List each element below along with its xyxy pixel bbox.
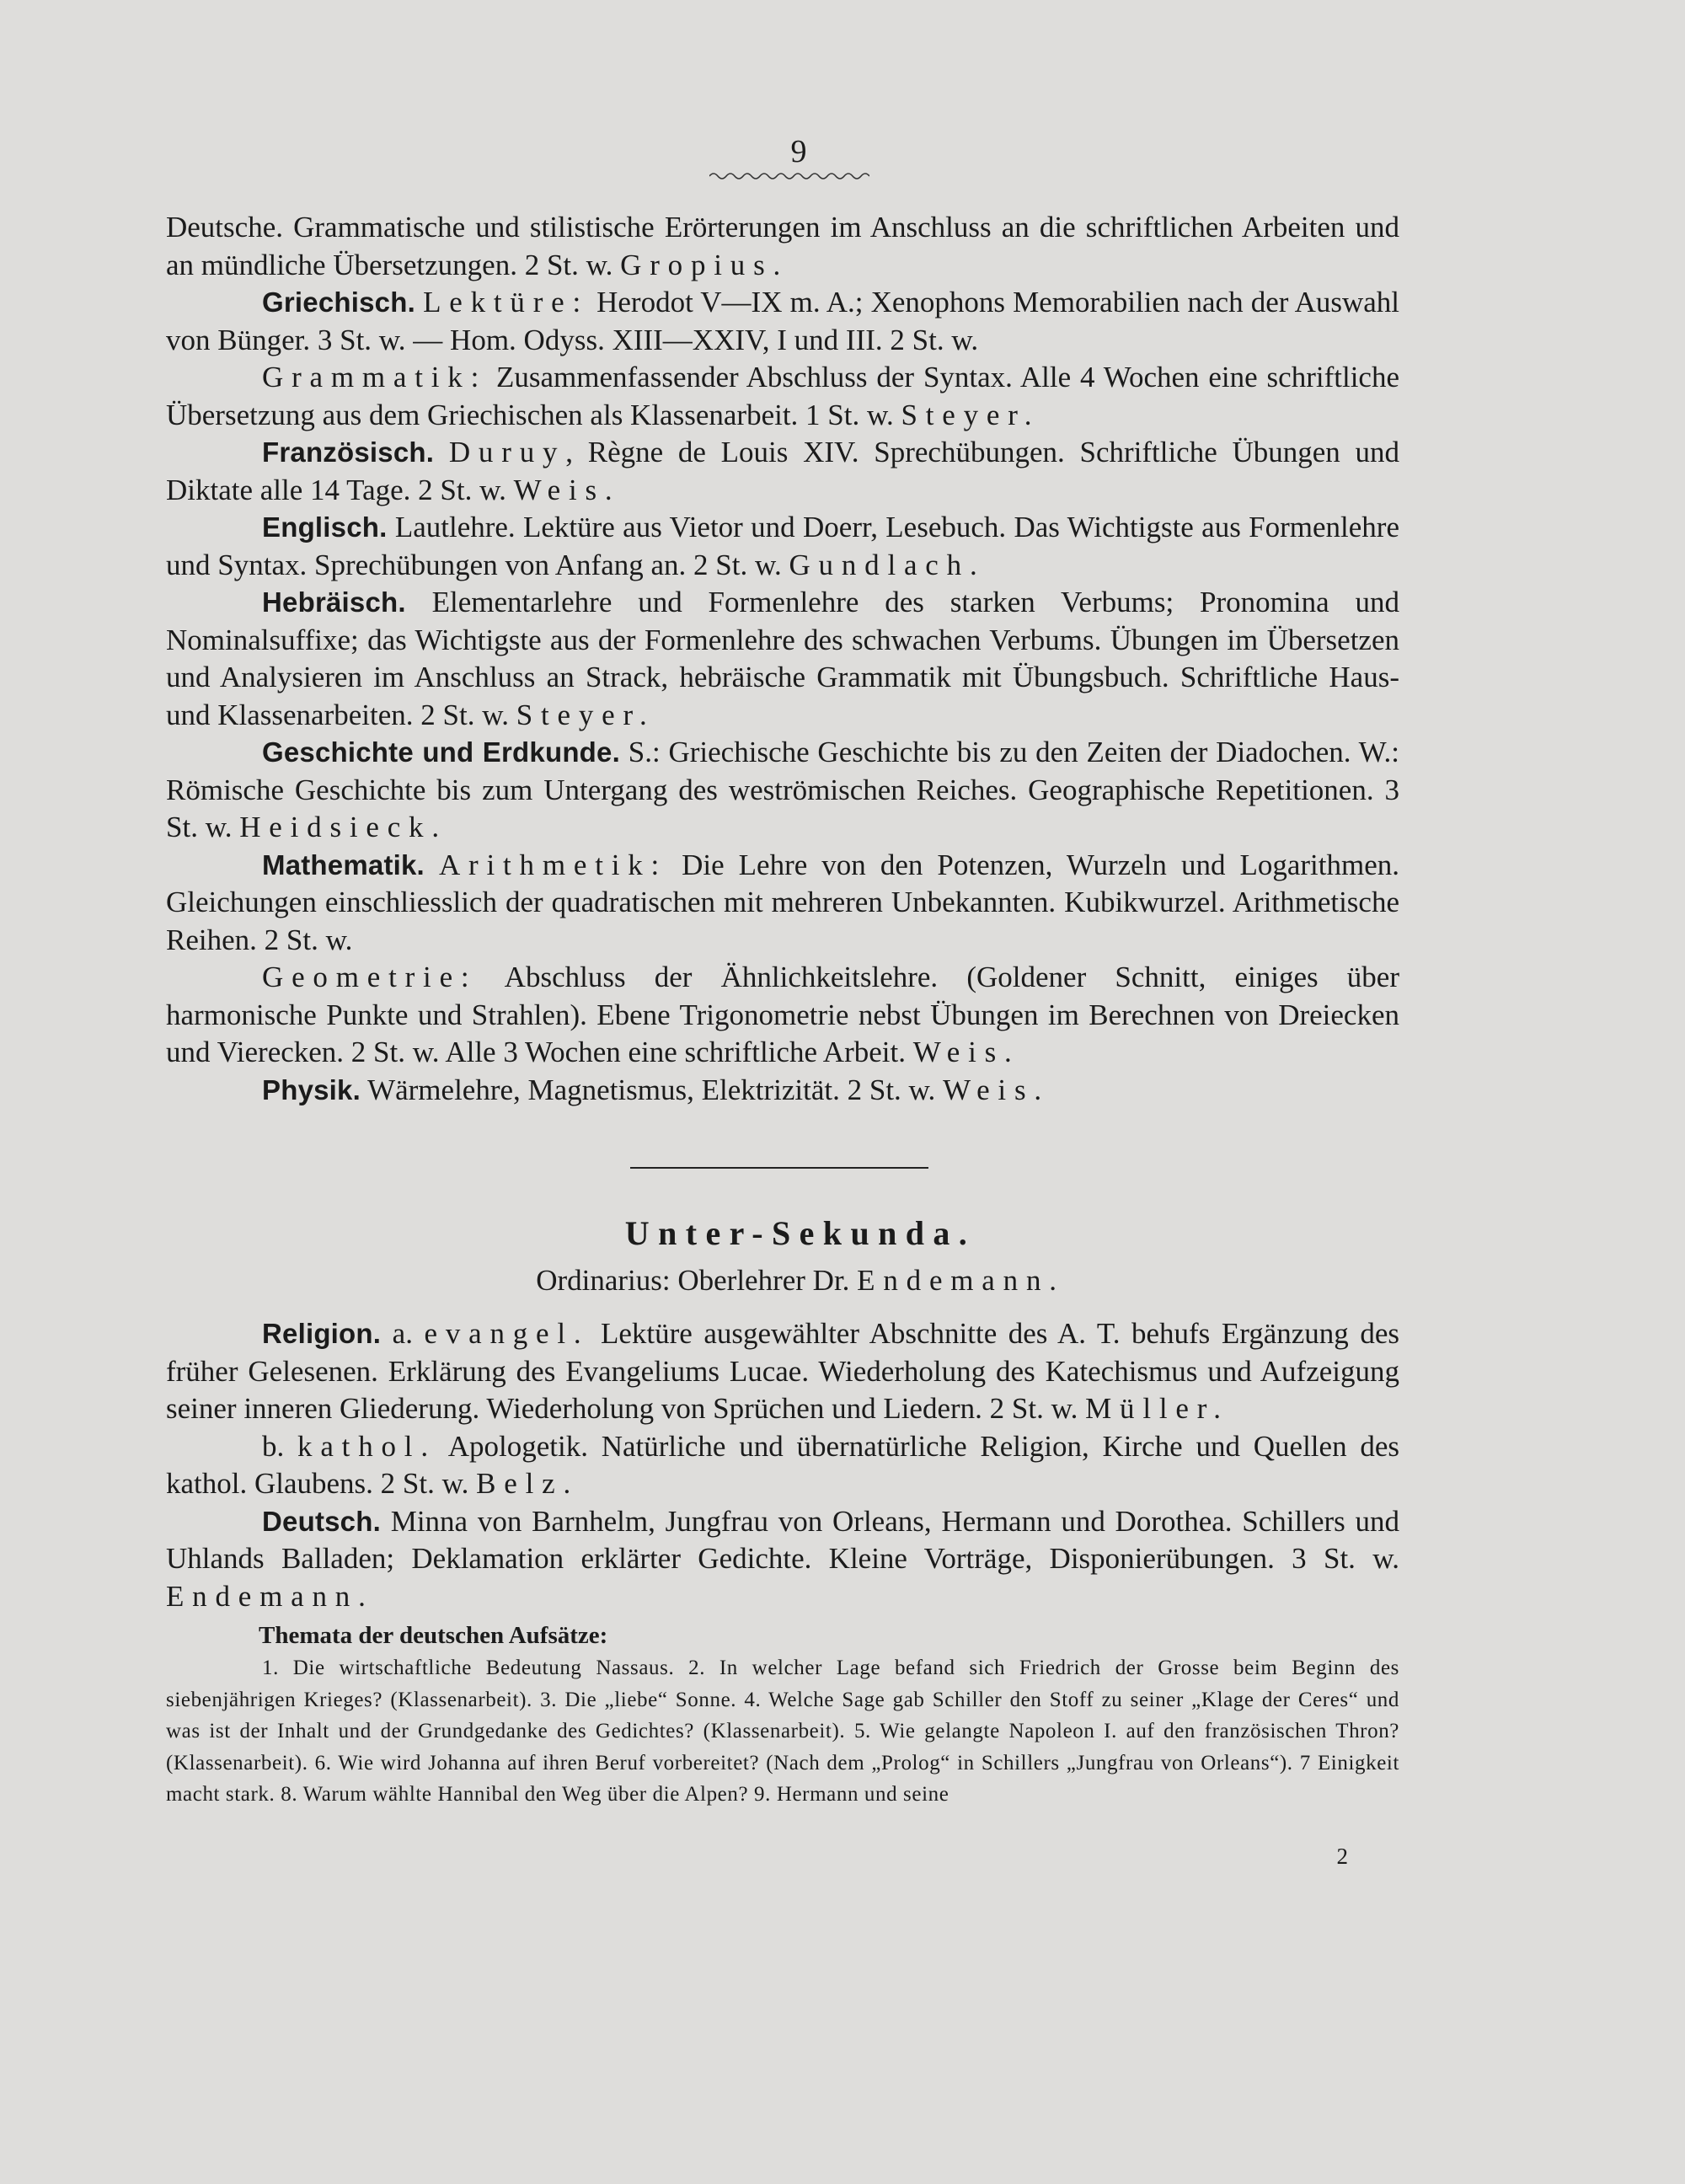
franzoesisch-paragraph <box>166 434 1399 509</box>
geschichte-text: S.: Griechische Geschichte bis zu den Zeiten der Diadochen. W.: Römische Geschichte bis zum Untergang des weströmischen Reiches. Geographische Repetitionen. 3 St. w. <box>166 736 1399 843</box>
geometrie-label: Geometrie: <box>262 961 478 993</box>
griechisch-grammatik-paragraph <box>166 359 1399 434</box>
mathematik-text-2: Abschluss der Ähnlichkeitslehre. (Goldener Schnitt, einiges über harmonische Punkte und Strahlen). Ebene Trigonometrie nebst Übungen im Berechnen von Dreiecken und Vierecken. 2 St. w. Alle 3 Wochen eine schriftliche Arbeit. <box>166 961 1399 1068</box>
griechisch-paragraph <box>166 284 1399 359</box>
religion-a-prefix: a. <box>381 1317 425 1350</box>
franzoesisch-text: , Règne de Louis XIV. Sprechübungen. Schriftliche Übungen und Diktate alle 14 Tage. 2 St. w. <box>166 436 1400 506</box>
hebraeisch-text: Elementarlehre und Formenlehre des starken Verbums; Pronomina und Nominalsuffixe; das Wichtigste aus der Formenlehre des schwachen Verbums. Übungen im Übersetzen und Analysieren im Anschluss an Strack, hebräische Grammatik mit Übungsbuch. Schriftliche Haus- und Klassenarbeiten. 2 St. w. <box>166 586 1399 731</box>
subject-heading-religion: Religion. <box>262 1318 382 1349</box>
subject-heading-mathematik: Mathematik. <box>262 848 425 881</box>
subject-heading-geschichte: Geschichte und Erdkunde. <box>262 736 620 768</box>
arithmetik-label: Arithmetik: <box>438 848 668 881</box>
physik-text: Wärmelehre, Magnetismus, Elektrizität. 2 St. w. <box>360 1073 944 1106</box>
teacher-name: Endemann. <box>166 1579 374 1613</box>
teacher-name: Gropius. <box>620 248 789 281</box>
subject-heading-physik: Physik. <box>262 1073 361 1105</box>
teacher-name: Weis. <box>943 1073 1050 1106</box>
religion-paragraph <box>166 1315 1399 1428</box>
kathol-label: kathol. <box>297 1429 436 1463</box>
teacher-name: Steyer. <box>901 398 1040 431</box>
religion-b-prefix: b. <box>262 1429 298 1463</box>
religion-a-text: Lektüre ausgewählter Abschnitte des A. T. behufs Ergänzung des früher Gelesenen. Erklärung des Evangeliums Lucae. Wiederholung des Katechismus und Aufzeigung seiner inneren Gliederung. Wiederholung von Sprüchen und Liedern. 2 St. w. <box>166 1317 1399 1425</box>
ordinarius-label: Ordinarius: Oberlehrer Dr. <box>536 1264 858 1297</box>
subject-heading-griechisch: Griechisch. <box>262 286 415 318</box>
subject-heading-franzoesisch: Französisch. <box>262 436 435 468</box>
englisch-paragraph <box>166 509 1399 584</box>
subject-heading-hebraeisch: Hebräisch. <box>262 586 406 618</box>
author-name: Duruy <box>448 436 566 468</box>
teacher-name: Steyer. <box>516 698 655 731</box>
mathematik-text-1: Die Lehre von den Potenzen, Wurzeln und Logarithmen. Gleichungen einschliesslich der quadratischen mit mehreren Unbekannten. Kubikwurzel. Arithmetische Reihen. 2 St. w. <box>166 848 1399 956</box>
geschichte-paragraph <box>166 734 1399 847</box>
teacher-name: Weis. <box>912 1036 1020 1068</box>
obersekunda-continuation <box>166 209 1399 1109</box>
decorative-wave-rule <box>709 171 869 181</box>
deutsch-tail-text: Deutsche. Grammatische und stilistische Erörterungen im Anschluss an die schriftlichen Arbeiten und an mündliche Übersetzungen. 2 St. w. <box>166 211 1399 281</box>
lektuere-label: Lektüre: <box>423 286 590 318</box>
deutsch-paragraph <box>166 1503 1399 1616</box>
themata-title: Themata der deutschen Aufsätze: <box>259 1622 608 1649</box>
section-title: Unter-Sekunda. <box>624 1214 976 1252</box>
page-number: 9 <box>790 134 807 169</box>
signature-mark: 2 <box>1336 1844 1348 1869</box>
teacher-name: Müller. <box>1085 1392 1229 1425</box>
teacher-name: Gundlach. <box>789 548 986 581</box>
deutsch-text: Minna von Barnhelm, Jungfrau von Orleans, Hermann und Dorothea. Schillers und Uhlands Balladen; Deklamation erklärter Gedichte. Kleine Vorträge, Disponierübungen. 3 St. w. <box>166 1504 1399 1575</box>
ordinarius-name: Endemann. <box>857 1264 1065 1297</box>
hebraeisch-paragraph <box>166 584 1399 734</box>
religion-b-text: Apologetik. Natürliche und übernatürliche Religion, Kirche und Quellen des kathol. Glaubens. 2 St. w. <box>166 1429 1399 1500</box>
mathematik-paragraph <box>166 847 1399 960</box>
religion-b-paragraph <box>166 1428 1399 1503</box>
themata-list: 1. Die wirtschaftliche Bedeutung Nassaus. 2. In welcher Lage befand sich Friedrich der Grosse beim Beginn des siebenjährigen Krieges? (Klassenarbeit). 3. Die „liebe“ Sonne. 4. Welche Sage gab Schiller den Stoff zu seiner „Klage der Ceres“ und was ist der Inhalt und der Grundgedanke des Gedichtes? (Klassenarbeit). 5. Wie gelangte Napoleon I. auf den französischen Thron? (Klassenarbeit). 6. Wie wird Johanna auf ihren Beruf vorbereitet? (Nach dem „Prolog“ in Schillers „Jungfrau von Orleans“). 7 Einigkeit macht stark. 8. Warum wählte Hannibal den Weg über die Alpen? 9. Hermann und seine <box>166 1657 1399 1807</box>
ordinarius-line <box>421 1264 1180 1298</box>
untersekunda-body <box>166 1315 1399 1811</box>
teacher-name: Weis. <box>513 473 621 506</box>
evangel-label: evangel. <box>424 1317 590 1350</box>
englisch-text: Lautlehre. Lektüre aus Vietor und Doerr, Lesebuch. Das Wichtigste aus Formenlehre und Syntax. Sprechübungen von Anfang an. 2 St. w. <box>166 511 1399 581</box>
teacher-name: Heidsieck. <box>239 811 447 843</box>
griechisch-text-1: Herodot V—IX m. A.; Xenophons Memorabilien nach der Auswahl von Bünger. 3 St. w. — Hom. Odyss. XIII—XXIV, I und III. 2 St. w. <box>166 286 1399 356</box>
griechisch-text-2: Zusammenfassender Abschluss der Syntax. Alle 4 Wochen eine schriftliche Übersetzung aus dem Griechischen als Klassenarbeit. 1 St. w. <box>166 361 1399 431</box>
geometrie-paragraph <box>166 959 1399 1072</box>
physik-paragraph <box>166 1072 1399 1110</box>
teacher-name: Belz. <box>476 1467 580 1500</box>
subject-heading-deutsch: Deutsch. <box>262 1505 381 1537</box>
subject-heading-englisch: Englisch. <box>262 511 388 543</box>
deutsch-tail-paragraph <box>166 209 1399 284</box>
grammatik-label: Grammatik: <box>262 361 488 393</box>
section-divider <box>630 1167 928 1169</box>
